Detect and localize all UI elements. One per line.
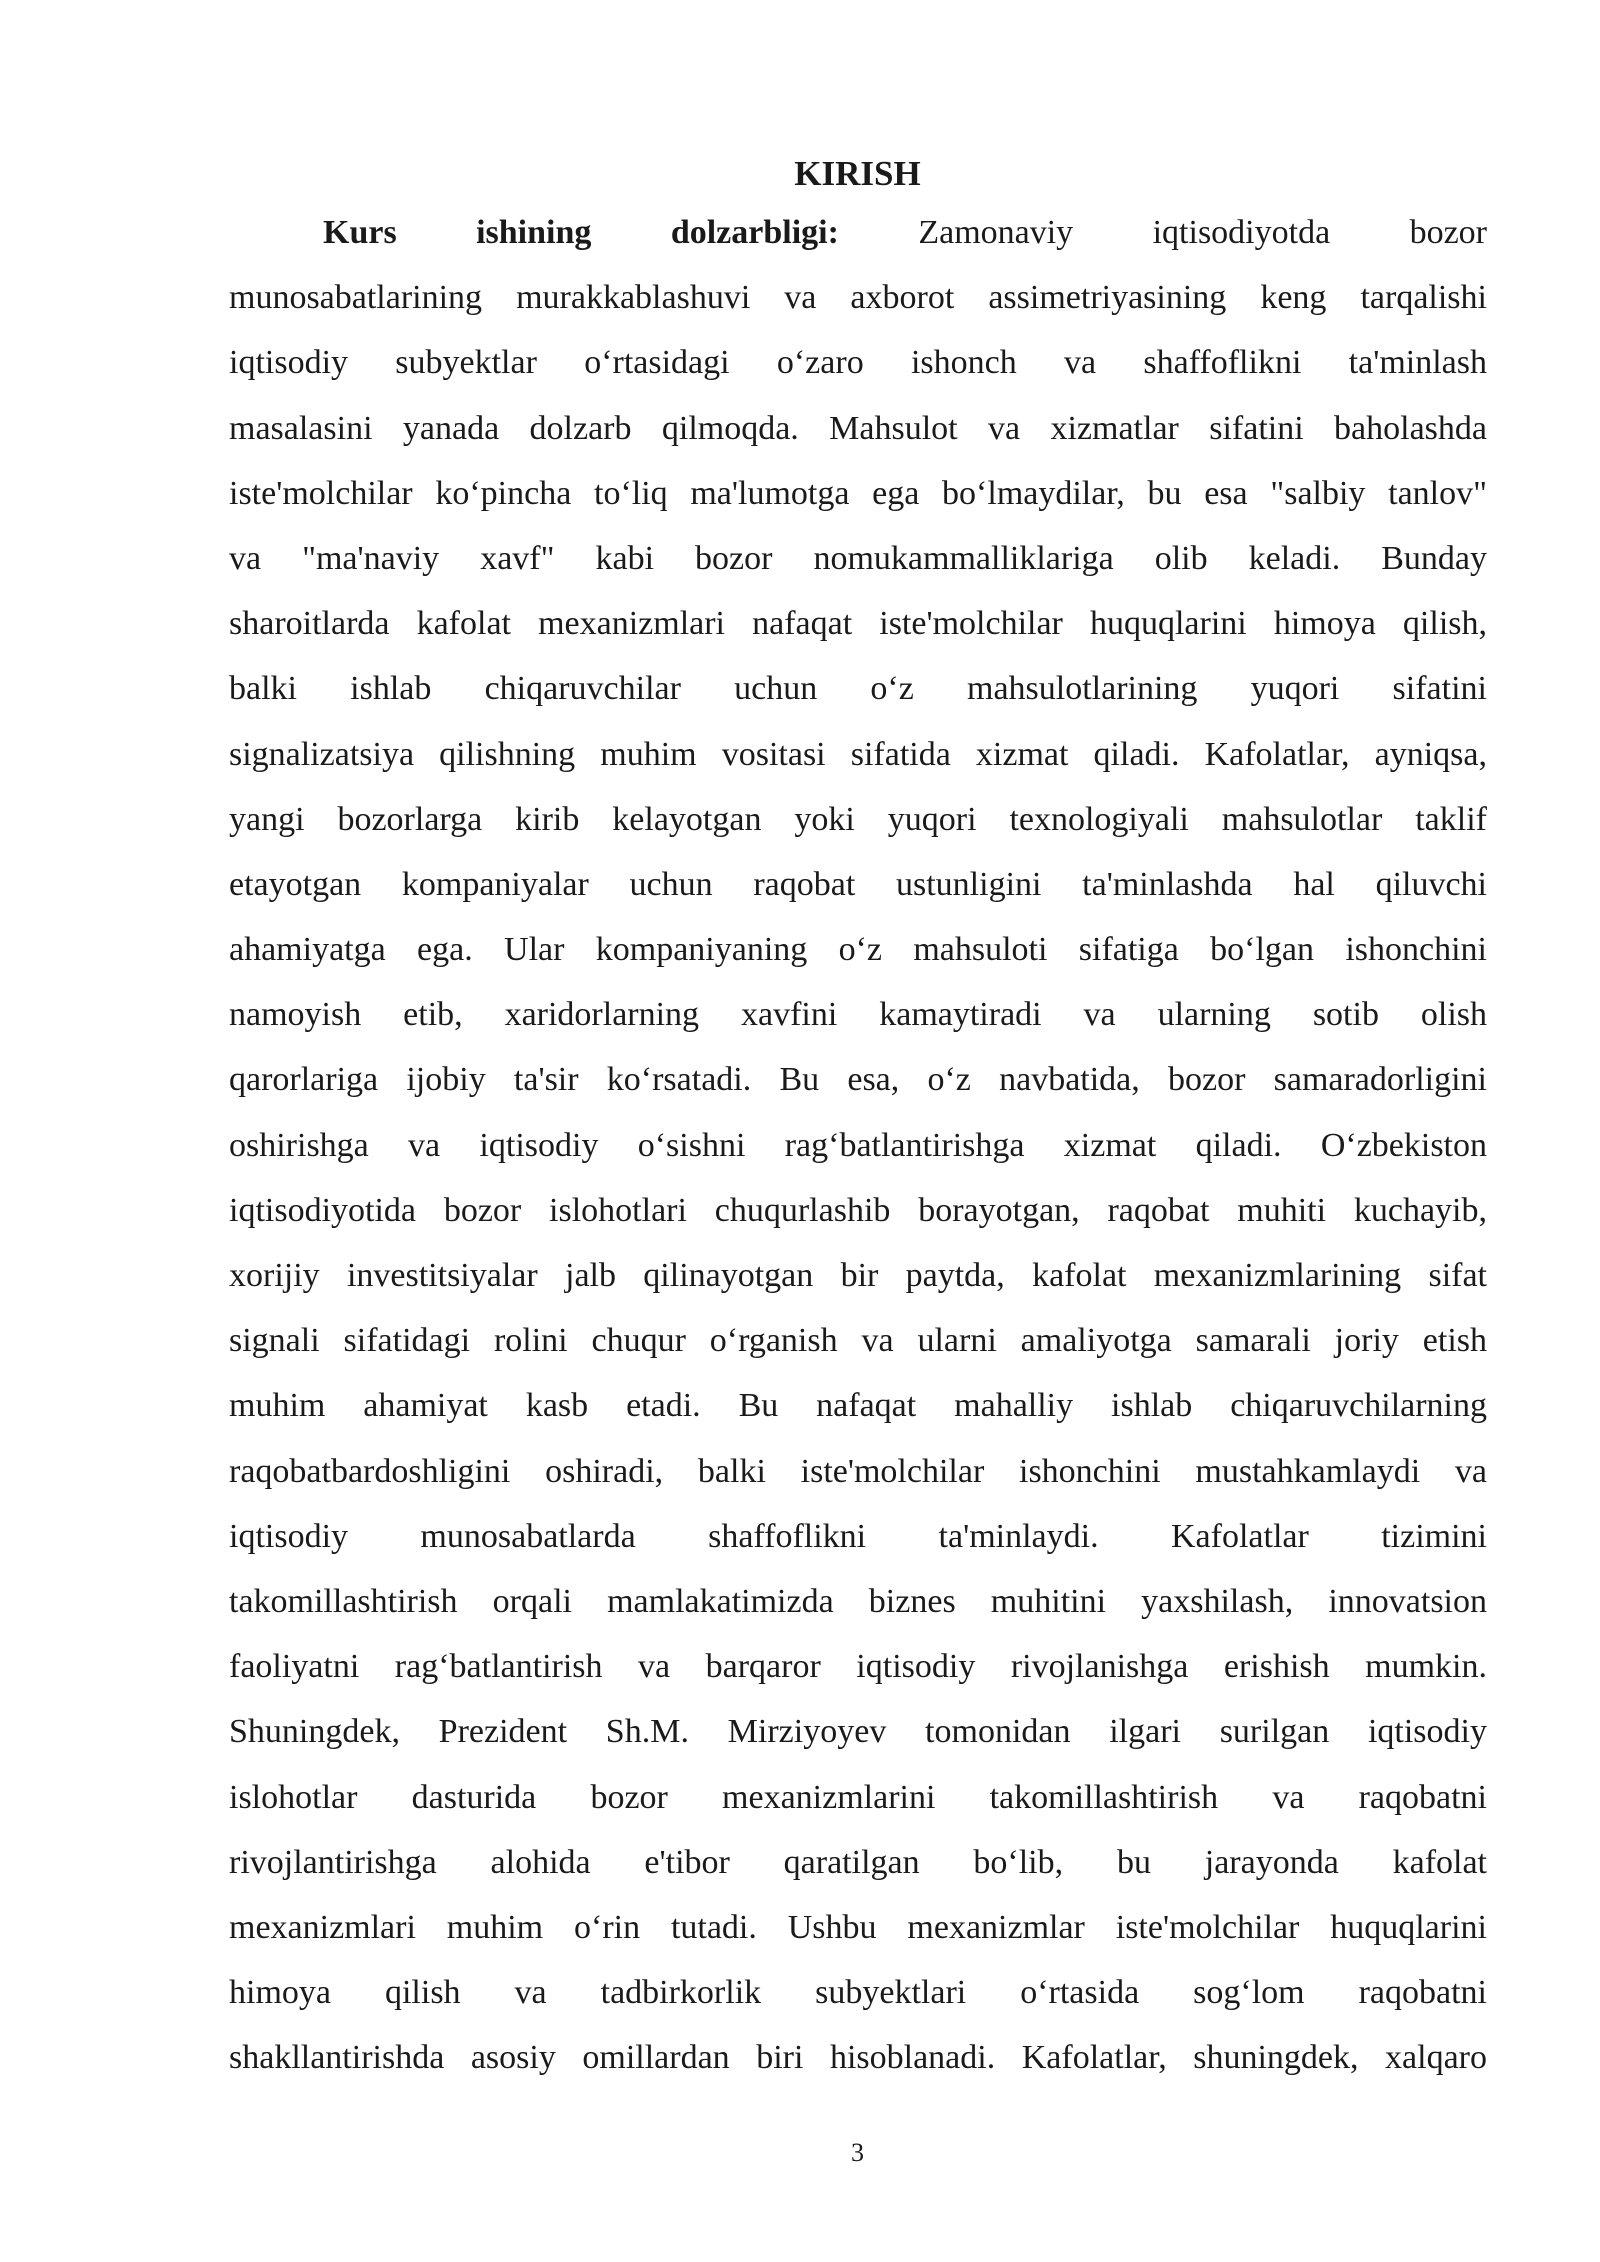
paragraph-line: muhim ahamiyat kasb etadi. Bu nafaqat mahalliy ishlab chiqaruvchilarning <box>229 1387 1487 1425</box>
intro-lead: Kurs ishining dolzarbligi: <box>323 214 839 251</box>
paragraph-line <box>229 200 1487 265</box>
paragraph-line: sharoitlarda kafolat mexanizmlari nafaqat iste'molchilar huquqlarini himoya qilish, <box>229 605 1487 643</box>
paragraph-line: raqobatbardoshligini oshiradi, balki iste'molchilar ishonchini mustahkamlaydi va <box>229 1452 1487 1490</box>
paragraph-line: ahamiyatga ega. Ular kompaniyaning o‘z mahsuloti sifatiga bo‘lgan ishonchini <box>229 931 1487 969</box>
paragraph-line: signalizatsiya qilishning muhim vositasi sifatida xizmat qiladi. Kafolatlar, ayniqsa, <box>229 735 1487 773</box>
paragraph-line: faoliyatni rag‘batlantirish va barqaror iqtisodiy rivojlanishga erishish mumkin. <box>229 1648 1487 1686</box>
paragraph-line: iqtisodiy subyektlar o‘rtasidagi o‘zaro ishonch va shaffoflikni ta'minlash <box>229 344 1487 382</box>
paragraph-line-text: Zamonaviy iqtisodiyotda bozor <box>918 214 1487 251</box>
paragraph-line: etayotgan kompaniyalar uchun raqobat ustunligini ta'minlashda hal qiluvchi <box>229 865 1487 903</box>
paragraph-line: yangi bozorlarga kirib kelayotgan yoki yuqori texnologiyali mahsulotlar taklif <box>229 800 1487 838</box>
paragraph-line: shakllantirishda asosiy omillardan biri hisoblanadi. Kafolatlar, shuningdek, xalqaro <box>229 2039 1487 2077</box>
paragraph-line: iste'molchilar ko‘pincha to‘liq ma'lumotga ega bo‘lmaydilar, bu esa "salbiy tanlov" <box>229 474 1487 512</box>
paragraph-line: masalasini yanada dolzarb qilmoqda. Mahsulot va xizmatlar sifatini baholashda <box>229 409 1487 447</box>
paragraph-line: xorijiy investitsiyalar jalb qilinayotgan bir paytda, kafolat mexanizmlarining sifat <box>229 1257 1487 1294</box>
body-paragraph <box>229 200 1487 2090</box>
paragraph-line: rivojlantirishga alohida e'tibor qaratilgan bo‘lib, bu jarayonda kafolat <box>229 1843 1487 1881</box>
paragraph-line: namoyish etib, xaridorlarning xavfini kamaytiradi va ularning sotib olish <box>229 996 1487 1034</box>
paragraph-line: himoya qilish va tadbirkorlik subyektlari o‘rtasida sog‘lom raqobatni <box>229 1974 1487 2012</box>
paragraph-line: va "ma'naviy xavf" kabi bozor nomukammalliklariga olib keladi. Bunday <box>229 539 1487 577</box>
paragraph-line: mexanizmlari muhim o‘rin tutadi. Ushbu mexanizmlar iste'molchilar huquqlarini <box>229 1908 1487 1946</box>
section-heading: KIRISH <box>794 154 921 193</box>
paragraph-line: takomillashtirish orqali mamlakatimizda biznes muhitini yaxshilash, innovatsion <box>229 1582 1487 1620</box>
paragraph-line: islohotlar dasturida bozor mexanizmlarini takomillashtirish va raqobatni <box>229 1778 1487 1816</box>
paragraph-line: signali sifatidagi rolini chuqur o‘rganish va ularni amaliyotga samarali joriy etish <box>229 1322 1487 1360</box>
paragraph-line: oshirishga va iqtisodiy o‘sishni rag‘batlantirishga xizmat qiladi. O‘zbekiston <box>229 1126 1487 1164</box>
paragraph-line: munosabatlarining murakkablashuvi va axborot assimetriyasining keng tarqalishi <box>229 279 1487 317</box>
paragraph-line: balki ishlab chiqaruvchilar uchun o‘z mahsulotlarining yuqori sifatini <box>229 670 1487 708</box>
paragraph-line: iqtisodiyotida bozor islohotlari chuqurlashib borayotgan, raqobat muhiti kuchayib, <box>229 1191 1487 1229</box>
paragraph-line: iqtisodiy munosabatlarda shaffoflikni ta'minlaydi. Kafolatlar tizimini <box>229 1517 1487 1555</box>
paragraph-line: qarorlariga ijobiy ta'sir ko‘rsatadi. Bu esa, o‘z navbatida, bozor samaradorligini <box>229 1061 1487 1099</box>
page-number: 3 <box>851 2138 864 2167</box>
paragraph-line: Shuningdek, Prezident Sh.M. Mirziyoyev tomonidan ilgari surilgan iqtisodiy <box>229 1713 1487 1751</box>
